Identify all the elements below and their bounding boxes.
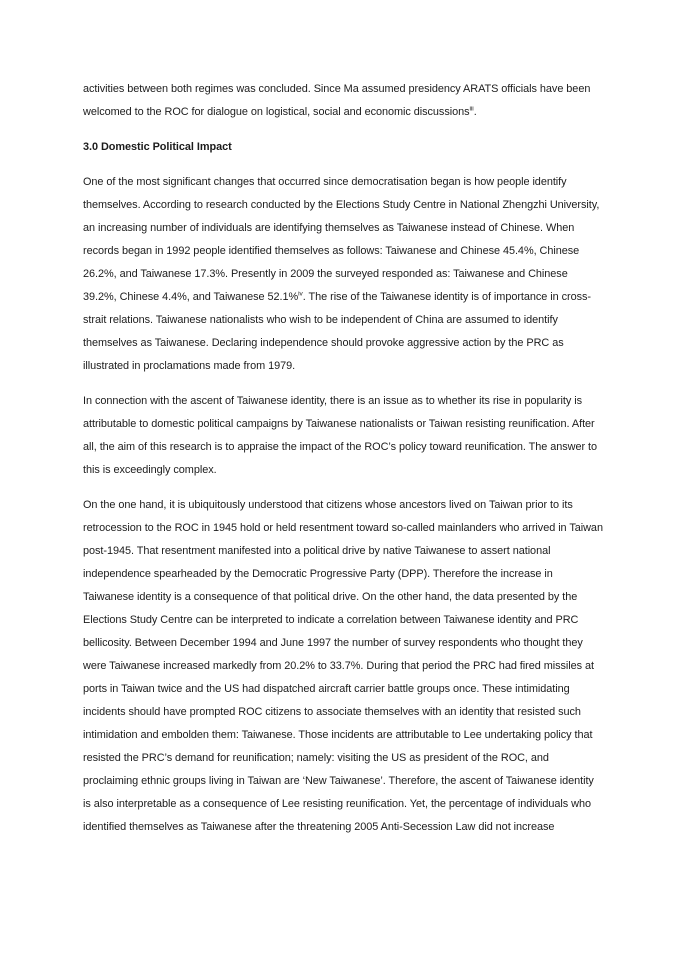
endnote-marker-iii[interactable]: iii	[469, 105, 474, 113]
endnote-marker-iv[interactable]: iv	[298, 290, 303, 298]
paragraph-ascent: In connection with the ascent of Taiwanese identity, there is an issue as to whether its rise in popularity is attributable to domestic political campaigns by Taiwanese nationalists or Taiwan resisting reunification. After all, the aim of this research is to appraise the impact of the ROC’s policy toward reunification. The answer to this is exceedingly complex.	[83, 395, 598, 476]
paragraph-resentment: On the one hand, it is ubiquitously understood that citizens whose ancestors lived on Taiwan prior to its retrocession to the ROC in 1945 hold or held resentment toward so-called mainlanders who arrived in Taiwan post-1945. That resentment manifested into a political drive by native Taiwanese to assert national independence spearheaded by the Democratic Progressive Party (DPP). Therefore the increase in Taiwanese identity is a consequence of that political drive. On the other hand, the data presented by the Elections Study Centre can be interpreted to indicate a correlation between Taiwanese identity and PRC bellicosity. Between December 1994 and June 1997 the number of survey respondents who thought they were Taiwanese increased markedly from 20.2% to 33.7%. During that period the PRC had fired missiles at ports in Taiwan twice and the US had dispatched aircraft carrier battle groups once. These intimidating incidents should have prompted ROC citizens to associate themselves with an identity that resisted such intimidation and embolden them: Taiwanese. Those incidents are attributable to Lee undertaking policy that resisted the PRC’s demand for reunification; namely: visiting the US as president of the ROC, and proclaiming ethnic groups living in Taiwan are ‘New Taiwanese’. Therefore, the ascent of Taiwanese identity is also interpretable as a consequence of Lee resisting reunification. Yet, the percentage of individuals who identified themselves as Taiwanese after the threatening 2005 Anti-Secession Law did not increase	[83, 499, 603, 833]
section-heading: 3.0 Domestic Political Impact	[83, 141, 232, 153]
document-page	[83, 78, 603, 851]
paragraph-arats-text: activities between both regimes was concluded. Since Ma assumed presidency ARATS officials have been welcomed to the ROC for dialogue on logistical, social and economic discussions	[83, 83, 591, 118]
paragraph-arats	[83, 78, 603, 124]
paragraph-identity-text-a: One of the most significant changes that occurred since democratisation began is how people identify themselves. According to research conducted by the Elections Study Centre in National Zhengzhi University, an increasing number of individuals are identifying themselves as Taiwanese instead of Chinese. When records began in 1992 people identified themselves as follows: Taiwanese and Chinese 45.4%, Chinese 26.2%, and Taiwanese 17.3%. Presently in 2009 the surveyed responded as: Taiwanese and Chinese 39.2%, Chinese 4.4%, and Taiwanese 52.1%	[83, 176, 600, 303]
paragraph-identity	[83, 171, 603, 378]
paragraph-arats-tail: .	[473, 106, 477, 118]
paragraph-identity-text-b: . The rise of the Taiwanese identity is of importance in cross-strait relations. Taiwanese nationalists who wish to be independent of China are assumed to identify themselves as Taiwanese. Declaring independence should provoke aggressive action by the PRC as illustrated in proclamations made from 1979.	[83, 291, 591, 372]
